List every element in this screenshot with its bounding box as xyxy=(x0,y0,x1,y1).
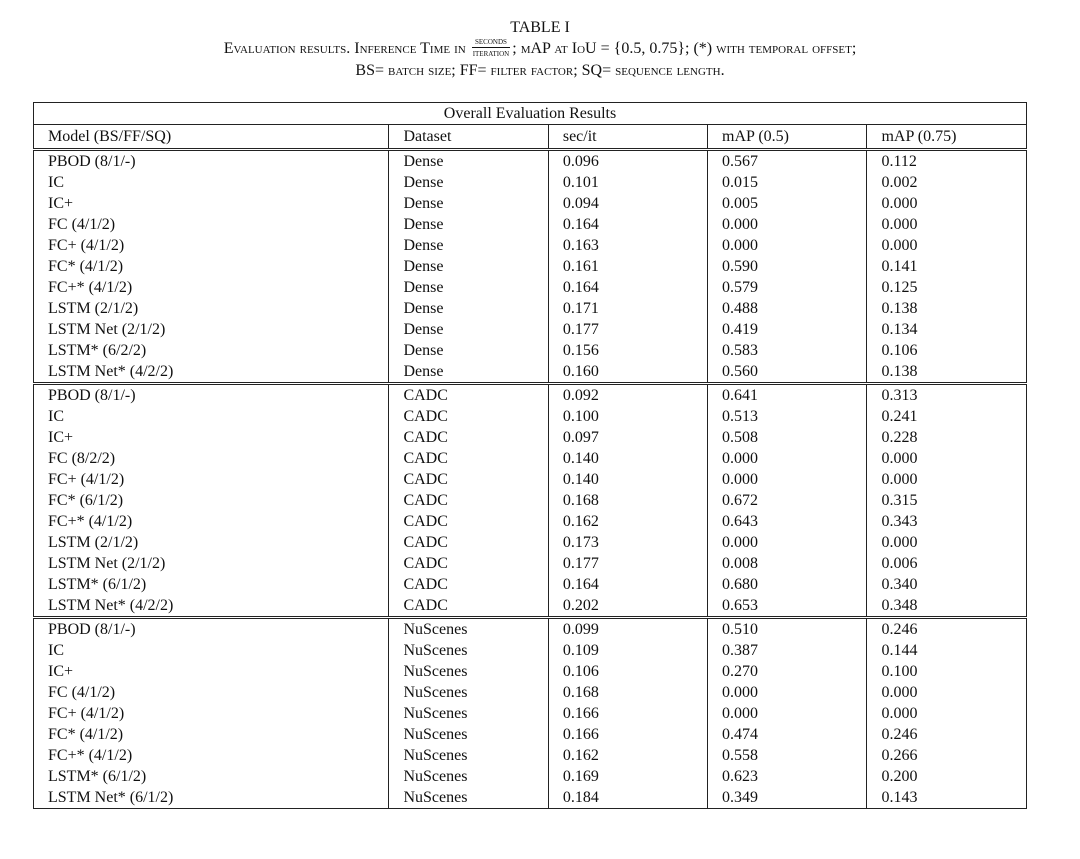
dataset-cell: NuScenes xyxy=(389,745,548,766)
sec-it-cell: 0.161 xyxy=(548,256,707,277)
table-caption-line-1 xyxy=(0,38,1080,61)
header-sec-it: sec/it xyxy=(548,125,707,150)
dataset-cell: CADC xyxy=(389,384,548,407)
dataset-cell: CADC xyxy=(389,427,548,448)
caption-text-a: Evaluation results. Inference Time in xyxy=(223,40,466,58)
table-row xyxy=(34,172,1027,193)
table-row xyxy=(34,256,1027,277)
table-row xyxy=(34,745,1027,766)
sec-it-cell: 0.094 xyxy=(548,193,707,214)
model-cell: LSTM (2/1/2) xyxy=(34,532,389,553)
map-05-cell: 0.000 xyxy=(708,532,867,553)
map-05-cell: 0.653 xyxy=(708,595,867,618)
map-05-cell: 0.419 xyxy=(708,319,867,340)
dataset-cell: Dense xyxy=(389,150,548,173)
sec-it-cell: 0.162 xyxy=(548,745,707,766)
model-cell: FC+ (4/1/2) xyxy=(34,469,389,490)
model-cell: FC (4/1/2) xyxy=(34,682,389,703)
table-row xyxy=(34,490,1027,511)
sec-it-cell: 0.169 xyxy=(548,766,707,787)
header-dataset: Dataset xyxy=(389,125,548,150)
map-05-cell: 0.000 xyxy=(708,235,867,256)
map-075-cell: 0.200 xyxy=(867,766,1027,787)
model-cell: FC* (4/1/2) xyxy=(34,724,389,745)
sec-it-cell: 0.163 xyxy=(548,235,707,256)
map-075-cell: 0.000 xyxy=(867,214,1027,235)
caption-text-b: ; mAP at IoU xyxy=(512,40,597,58)
model-cell: FC+* (4/1/2) xyxy=(34,745,389,766)
map-075-cell: 0.241 xyxy=(867,406,1027,427)
model-cell: IC xyxy=(34,640,389,661)
sec-it-cell: 0.092 xyxy=(548,384,707,407)
fraction-numerator: seconds xyxy=(472,36,511,48)
table-row xyxy=(34,150,1027,173)
map-075-cell: 0.125 xyxy=(867,277,1027,298)
map-075-cell: 0.106 xyxy=(867,340,1027,361)
dataset-cell: NuScenes xyxy=(389,703,548,724)
sec-it-cell: 0.173 xyxy=(548,532,707,553)
map-075-cell: 0.228 xyxy=(867,427,1027,448)
map-05-cell: 0.488 xyxy=(708,298,867,319)
dataset-cell: CADC xyxy=(389,448,548,469)
model-cell: FC* (6/1/2) xyxy=(34,490,389,511)
model-cell: LSTM* (6/1/2) xyxy=(34,574,389,595)
table-row xyxy=(34,553,1027,574)
model-cell: IC xyxy=(34,406,389,427)
sec-it-cell: 0.106 xyxy=(548,661,707,682)
model-cell: FC* (4/1/2) xyxy=(34,256,389,277)
sec-it-cell: 0.101 xyxy=(548,172,707,193)
table-row xyxy=(34,193,1027,214)
sec-it-cell: 0.166 xyxy=(548,724,707,745)
map-075-cell: 0.000 xyxy=(867,193,1027,214)
map-05-cell: 0.474 xyxy=(708,724,867,745)
table-row xyxy=(34,340,1027,361)
table-row xyxy=(34,384,1027,407)
model-cell: FC+ (4/1/2) xyxy=(34,235,389,256)
dataset-cell: Dense xyxy=(389,319,548,340)
sec-it-cell: 0.100 xyxy=(548,406,707,427)
sec-it-cell: 0.171 xyxy=(548,298,707,319)
sec-it-cell: 0.166 xyxy=(548,703,707,724)
model-cell: LSTM Net* (4/2/2) xyxy=(34,595,389,618)
dataset-cell: NuScenes xyxy=(389,724,548,745)
table-row xyxy=(34,724,1027,745)
dataset-cell: NuScenes xyxy=(389,661,548,682)
map-075-cell: 0.006 xyxy=(867,553,1027,574)
table-row xyxy=(34,787,1027,809)
dataset-cell: CADC xyxy=(389,595,548,618)
model-cell: LSTM* (6/2/2) xyxy=(34,340,389,361)
map-075-cell: 0.000 xyxy=(867,682,1027,703)
dataset-cell: CADC xyxy=(389,574,548,595)
map-075-cell: 0.000 xyxy=(867,703,1027,724)
table-row xyxy=(34,703,1027,724)
dataset-cell: CADC xyxy=(389,406,548,427)
table-row xyxy=(34,235,1027,256)
model-cell: IC+ xyxy=(34,427,389,448)
map-075-cell: 0.315 xyxy=(867,490,1027,511)
table-title-row xyxy=(34,103,1027,125)
model-cell: FC (8/2/2) xyxy=(34,448,389,469)
table-body xyxy=(34,150,1027,809)
map-075-cell: 0.138 xyxy=(867,298,1027,319)
table-caption-line-2: BS= batch size; FF= filter factor; SQ= sequence length. xyxy=(355,62,725,79)
map-075-cell: 0.002 xyxy=(867,172,1027,193)
seconds-per-iteration-fraction xyxy=(472,36,511,59)
sec-it-cell: 0.162 xyxy=(548,511,707,532)
dataset-cell: Dense xyxy=(389,361,548,384)
sec-it-cell: 0.164 xyxy=(548,574,707,595)
table-row xyxy=(34,595,1027,618)
caption-text-c: ; (*) with temporal offset; xyxy=(685,40,857,58)
dataset-cell: Dense xyxy=(389,235,548,256)
table-row xyxy=(34,406,1027,427)
map-075-cell: 0.343 xyxy=(867,511,1027,532)
sec-it-cell: 0.168 xyxy=(548,490,707,511)
model-cell: PBOD (8/1/-) xyxy=(34,384,389,407)
model-cell: LSTM Net* (6/1/2) xyxy=(34,787,389,809)
map-05-cell: 0.641 xyxy=(708,384,867,407)
sec-it-cell: 0.202 xyxy=(548,595,707,618)
map-05-cell: 0.510 xyxy=(708,618,867,641)
model-cell: PBOD (8/1/-) xyxy=(34,150,389,173)
dataset-cell: Dense xyxy=(389,298,548,319)
map-05-cell: 0.672 xyxy=(708,490,867,511)
map-05-cell: 0.000 xyxy=(708,448,867,469)
table-label: TABLE I xyxy=(510,19,570,36)
dataset-cell: CADC xyxy=(389,532,548,553)
dataset-cell: Dense xyxy=(389,214,548,235)
table-row xyxy=(34,574,1027,595)
map-05-cell: 0.005 xyxy=(708,193,867,214)
map-05-cell: 0.508 xyxy=(708,427,867,448)
map-05-cell: 0.349 xyxy=(708,787,867,809)
dataset-cell: NuScenes xyxy=(389,682,548,703)
map-075-cell: 0.143 xyxy=(867,787,1027,809)
caption-math-set: = {0.5, 0.75} xyxy=(600,40,685,58)
map-05-cell: 0.008 xyxy=(708,553,867,574)
map-05-cell: 0.513 xyxy=(708,406,867,427)
model-cell: IC+ xyxy=(34,661,389,682)
dataset-cell: CADC xyxy=(389,553,548,574)
table-header-row xyxy=(34,125,1027,150)
map-075-cell: 0.000 xyxy=(867,469,1027,490)
map-05-cell: 0.680 xyxy=(708,574,867,595)
table-row xyxy=(34,511,1027,532)
map-05-cell: 0.623 xyxy=(708,766,867,787)
map-05-cell: 0.558 xyxy=(708,745,867,766)
table-row xyxy=(34,319,1027,340)
map-075-cell: 0.141 xyxy=(867,256,1027,277)
map-075-cell: 0.000 xyxy=(867,448,1027,469)
dataset-cell: CADC xyxy=(389,490,548,511)
model-cell: LSTM* (6/1/2) xyxy=(34,766,389,787)
sec-it-cell: 0.156 xyxy=(548,340,707,361)
sec-it-cell: 0.164 xyxy=(548,214,707,235)
table-row xyxy=(34,682,1027,703)
sec-it-cell: 0.168 xyxy=(548,682,707,703)
map-05-cell: 0.583 xyxy=(708,340,867,361)
model-cell: PBOD (8/1/-) xyxy=(34,618,389,641)
sec-it-cell: 0.184 xyxy=(548,787,707,809)
model-cell: FC+* (4/1/2) xyxy=(34,511,389,532)
model-cell: LSTM Net (2/1/2) xyxy=(34,553,389,574)
map-075-cell: 0.348 xyxy=(867,595,1027,618)
model-cell: FC+* (4/1/2) xyxy=(34,277,389,298)
model-cell: IC xyxy=(34,172,389,193)
map-05-cell: 0.579 xyxy=(708,277,867,298)
dataset-cell: Dense xyxy=(389,172,548,193)
table-row xyxy=(34,427,1027,448)
map-075-cell: 0.266 xyxy=(867,745,1027,766)
sec-it-cell: 0.096 xyxy=(548,150,707,173)
map-075-cell: 0.246 xyxy=(867,618,1027,641)
sec-it-cell: 0.177 xyxy=(548,319,707,340)
sec-it-cell: 0.109 xyxy=(548,640,707,661)
map-05-cell: 0.000 xyxy=(708,682,867,703)
dataset-cell: Dense xyxy=(389,256,548,277)
model-cell: IC+ xyxy=(34,193,389,214)
sec-it-cell: 0.164 xyxy=(548,277,707,298)
dataset-cell: NuScenes xyxy=(389,640,548,661)
table-row xyxy=(34,361,1027,384)
table-row xyxy=(34,532,1027,553)
table-title: Overall Evaluation Results xyxy=(34,103,1027,125)
dataset-cell: CADC xyxy=(389,511,548,532)
header-model: Model (BS/FF/SQ) xyxy=(34,125,389,150)
table-row xyxy=(34,618,1027,641)
table-row xyxy=(34,469,1027,490)
sec-it-cell: 0.099 xyxy=(548,618,707,641)
dataset-cell: NuScenes xyxy=(389,787,548,809)
map-075-cell: 0.000 xyxy=(867,235,1027,256)
model-cell: FC (4/1/2) xyxy=(34,214,389,235)
dataset-cell: Dense xyxy=(389,340,548,361)
fraction-denominator: iteration xyxy=(472,48,510,59)
table-row xyxy=(34,277,1027,298)
map-05-cell: 0.270 xyxy=(708,661,867,682)
model-cell: LSTM Net (2/1/2) xyxy=(34,319,389,340)
map-075-cell: 0.134 xyxy=(867,319,1027,340)
map-075-cell: 0.313 xyxy=(867,384,1027,407)
map-075-cell: 0.340 xyxy=(867,574,1027,595)
map-075-cell: 0.000 xyxy=(867,532,1027,553)
map-05-cell: 0.560 xyxy=(708,361,867,384)
sec-it-cell: 0.097 xyxy=(548,427,707,448)
sec-it-cell: 0.177 xyxy=(548,553,707,574)
dataset-cell: NuScenes xyxy=(389,618,548,641)
header-map-075: mAP (0.75) xyxy=(867,125,1027,150)
dataset-cell: NuScenes xyxy=(389,766,548,787)
map-05-cell: 0.000 xyxy=(708,703,867,724)
evaluation-results-table xyxy=(33,102,1027,809)
table-row xyxy=(34,298,1027,319)
dataset-cell: Dense xyxy=(389,193,548,214)
table-row xyxy=(34,766,1027,787)
model-cell: FC+ (4/1/2) xyxy=(34,703,389,724)
header-map-05: mAP (0.5) xyxy=(708,125,867,150)
sec-it-cell: 0.160 xyxy=(548,361,707,384)
map-075-cell: 0.100 xyxy=(867,661,1027,682)
model-cell: LSTM Net* (4/2/2) xyxy=(34,361,389,384)
map-05-cell: 0.387 xyxy=(708,640,867,661)
table-row xyxy=(34,448,1027,469)
map-05-cell: 0.643 xyxy=(708,511,867,532)
map-075-cell: 0.144 xyxy=(867,640,1027,661)
table-row xyxy=(34,640,1027,661)
dataset-cell: CADC xyxy=(389,469,548,490)
map-075-cell: 0.246 xyxy=(867,724,1027,745)
map-05-cell: 0.590 xyxy=(708,256,867,277)
model-cell: LSTM (2/1/2) xyxy=(34,298,389,319)
map-05-cell: 0.015 xyxy=(708,172,867,193)
table-row xyxy=(34,661,1027,682)
dataset-cell: Dense xyxy=(389,277,548,298)
map-075-cell: 0.112 xyxy=(867,150,1027,173)
table-row xyxy=(34,214,1027,235)
map-05-cell: 0.000 xyxy=(708,214,867,235)
map-075-cell: 0.138 xyxy=(867,361,1027,384)
map-05-cell: 0.000 xyxy=(708,469,867,490)
sec-it-cell: 0.140 xyxy=(548,469,707,490)
map-05-cell: 0.567 xyxy=(708,150,867,173)
sec-it-cell: 0.140 xyxy=(548,448,707,469)
